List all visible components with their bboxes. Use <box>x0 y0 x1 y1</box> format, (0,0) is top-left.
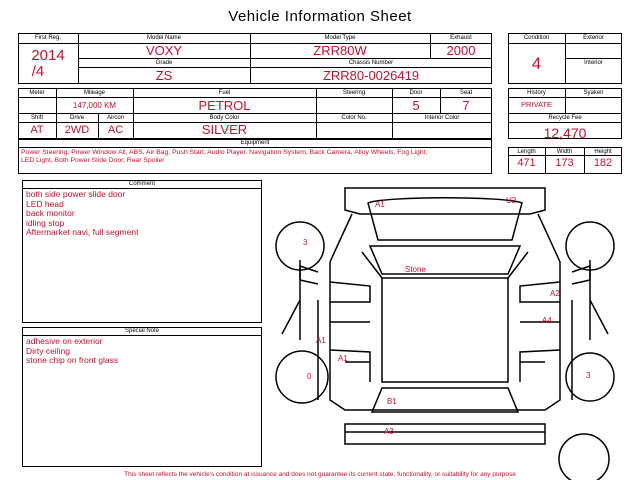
mileage-label: Mileage <box>83 89 105 96</box>
steering-label: Steering <box>342 89 366 96</box>
special-note-line: Dirty ceiling <box>26 345 70 356</box>
width-value: 173 <box>555 157 574 169</box>
hood-shape <box>368 198 522 240</box>
interior-color-label: Interior Color <box>424 114 460 121</box>
damage-right-side-upper: A2 <box>550 289 560 298</box>
meter-label: Meter <box>29 89 45 96</box>
damage-front-bumper: A1 <box>375 200 385 209</box>
fuel-value: PETROL <box>198 98 251 113</box>
recycle-fee-value: 12,470 <box>543 125 587 141</box>
damage-front-right: U2 <box>506 196 517 205</box>
first-reg-year: 2014 <box>31 47 65 64</box>
equipment-text: Power Steering, Power Window All, ABS, Air Bag, Push Start, Audio Player, Navigation System, Back Camera, Alloy Wheels, Fog Light, LED Light, Both Power Slide Door, Rear Spoiler <box>21 148 428 164</box>
comment-label: Comment <box>128 181 155 187</box>
equipment-label: Equipment <box>240 140 270 146</box>
damage-right-side-lower: A4 <box>542 316 552 325</box>
damage-left-side-upper: A1 <box>316 336 326 345</box>
length-value: 471 <box>517 157 536 169</box>
chassis-number-label: Chassis Number <box>348 59 394 66</box>
model-name-label: Model Name <box>146 35 181 41</box>
body-outline <box>330 214 560 410</box>
special-note-line: adhesive on exterior <box>26 336 103 346</box>
exhaust-value: 2000 <box>446 43 476 58</box>
comment-line: LED head <box>26 198 64 209</box>
disclaimer-text: This sheet reflects the vehicle's condition at issuance and does not guarantee its current state, functionality, or suitability for any purpose <box>124 471 516 478</box>
special-note-line: stone chip on front glass <box>26 355 119 365</box>
windshield-shape <box>370 246 520 274</box>
exhaust-label: Exhaust <box>450 35 472 41</box>
damage-rear-door: B1 <box>387 397 397 406</box>
door-label: Door <box>409 89 423 96</box>
height-label: Height <box>594 148 612 155</box>
comment-line: back monitor <box>26 208 75 218</box>
interior-label: Interior <box>584 60 603 66</box>
special-note-label: Special Note <box>124 328 160 334</box>
rear-bumper-shape <box>345 424 545 444</box>
page-title: Vehicle Information Sheet <box>228 8 412 25</box>
model-type-label: Model Type <box>324 35 356 41</box>
comment-line: Aftermarket navi, full segment <box>26 227 139 237</box>
mileage-value: 147,000 KM <box>72 101 117 110</box>
history-label: History <box>527 89 546 96</box>
exterior-label: Exterior <box>583 35 604 41</box>
condition-label: Condition <box>523 35 550 41</box>
damage-windshield: Stone <box>405 265 426 274</box>
recycle-fee-label: Recycle Fee <box>548 114 582 121</box>
fuel-label: Fuel <box>218 89 231 96</box>
width-label: Width <box>556 148 573 155</box>
aircon-value: AC <box>107 124 124 136</box>
first-reg-month: /4 <box>31 63 45 80</box>
first-reg-label: First Reg. <box>34 35 61 41</box>
body-color-label: Body Color <box>209 114 240 121</box>
body-color-value: SILVER <box>201 122 248 137</box>
length-label: Length <box>517 148 536 155</box>
damage-left-side-lower: A1 <box>338 354 348 363</box>
damage-rear-left-tire: 0 <box>307 372 312 381</box>
condition-value: 4 <box>531 54 542 73</box>
syaken-label: Syaken <box>583 89 604 96</box>
tire-rear-left <box>276 351 328 403</box>
shift-label: Shift <box>30 114 43 121</box>
seat-label: Seat <box>459 89 473 96</box>
model-name-value: VOXY <box>145 43 183 58</box>
height-value: 182 <box>593 157 613 169</box>
aircon-label: Aircon <box>106 114 124 121</box>
drive-value: 2WD <box>64 124 90 136</box>
damage-rear-bumper: A3 <box>384 427 394 436</box>
model-type-value: ZRR80W <box>313 43 367 58</box>
color-no-label: Color No. <box>341 114 367 121</box>
history-value: PRIVATE <box>521 100 552 109</box>
comment-line: idling stop <box>26 217 65 228</box>
damage-front-left-tire: 3 <box>303 238 308 247</box>
seat-value: 7 <box>462 98 470 113</box>
shift-value: AT <box>30 124 44 136</box>
grade-label: Grade <box>155 59 173 66</box>
roof-shape <box>382 278 508 382</box>
door-value: 5 <box>412 98 420 113</box>
comment-line: both side power slide door <box>26 189 126 199</box>
grade-value: ZS <box>155 68 173 83</box>
drive-label: Drive <box>69 114 84 121</box>
damage-rear-right-tire: 3 <box>586 371 591 380</box>
chassis-number-value: ZRR80-0026419 <box>322 68 420 83</box>
